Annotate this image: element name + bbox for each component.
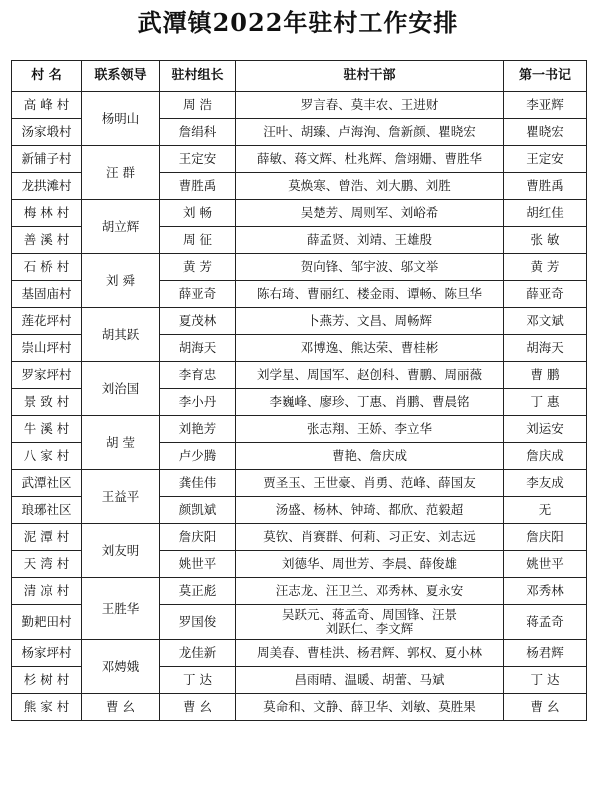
village-cell: 高 峰 村 bbox=[12, 92, 82, 119]
team-head-cell: 刘 畅 bbox=[160, 200, 236, 227]
secretary-cell: 李友成 bbox=[504, 470, 587, 497]
secretary-cell: 王定安 bbox=[504, 146, 587, 173]
cadres-cell: 莫命和、文静、薛卫华、刘敏、莫胜果 bbox=[236, 694, 504, 721]
village-cell: 梅 林 村 bbox=[12, 200, 82, 227]
cadres-cell: 莫钦、肖赛群、何莉、习正安、刘志远 bbox=[236, 524, 504, 551]
secretary-cell: 胡海天 bbox=[504, 335, 587, 362]
leader-cell: 汪 群 bbox=[82, 146, 160, 200]
village-cell: 罗家坪村 bbox=[12, 362, 82, 389]
cadres-cell: 卜燕芳、文昌、周畅辉 bbox=[236, 308, 504, 335]
leader-cell: 王益平 bbox=[82, 470, 160, 524]
cadres-cell: 汪志龙、汪卫兰、邓秀林、夏永安 bbox=[236, 578, 504, 605]
secretary-cell: 詹庆阳 bbox=[504, 524, 587, 551]
cadres-cell: 陈右琦、曹丽红、楼金雨、谭畅、陈旦华 bbox=[236, 281, 504, 308]
secretary-cell: 邓文斌 bbox=[504, 308, 587, 335]
leader-cell: 曹 幺 bbox=[82, 694, 160, 721]
village-cell: 琅琊社区 bbox=[12, 497, 82, 524]
cadres-cell: 张志翔、王娇、李立华 bbox=[236, 416, 504, 443]
cadres-cell: 昌雨晴、温暖、胡蕾、马斌 bbox=[236, 667, 504, 694]
header-row bbox=[12, 61, 587, 92]
team-head-cell: 薛亚奇 bbox=[160, 281, 236, 308]
secretary-cell: 李亚辉 bbox=[504, 92, 587, 119]
team-head-cell: 罗国俊 bbox=[160, 605, 236, 640]
cadres-cell: 汤盛、杨林、钟琦、都欣、范毅超 bbox=[236, 497, 504, 524]
secretary-cell: 姚世平 bbox=[504, 551, 587, 578]
cadres-cell: 贺向锋、邹宇波、邬文举 bbox=[236, 254, 504, 281]
team-head-cell: 夏茂林 bbox=[160, 308, 236, 335]
leader-cell: 邓娉娥 bbox=[82, 640, 160, 694]
assignment-table bbox=[11, 60, 587, 721]
table-row bbox=[12, 362, 587, 389]
cadres-cell: 刘德华、周世芳、李晨、薛俊雄 bbox=[236, 551, 504, 578]
village-cell: 杉 树 村 bbox=[12, 667, 82, 694]
team-head-cell: 姚世平 bbox=[160, 551, 236, 578]
secretary-cell: 丁 达 bbox=[504, 667, 587, 694]
cadres-cell: 邓博逸、熊达荣、曹桂彬 bbox=[236, 335, 504, 362]
secretary-cell: 曹 幺 bbox=[504, 694, 587, 721]
team-head-cell: 王定安 bbox=[160, 146, 236, 173]
team-head-cell: 曹 幺 bbox=[160, 694, 236, 721]
leader-cell: 刘友明 bbox=[82, 524, 160, 578]
secretary-cell: 蒋孟奇 bbox=[504, 605, 587, 640]
cadres-cell: 薛敏、蒋文辉、杜兆辉、詹翊姗、曹胜华 bbox=[236, 146, 504, 173]
village-cell: 清 凉 村 bbox=[12, 578, 82, 605]
village-cell: 石 桥 村 bbox=[12, 254, 82, 281]
table-row bbox=[12, 694, 587, 721]
table-row bbox=[12, 254, 587, 281]
team-head-cell: 龚佳伟 bbox=[160, 470, 236, 497]
header-cadres: 驻村干部 bbox=[236, 61, 504, 92]
team-head-cell: 李小丹 bbox=[160, 389, 236, 416]
header-team-head: 驻村组长 bbox=[160, 61, 236, 92]
secretary-cell: 邓秀林 bbox=[504, 578, 587, 605]
leader-cell: 刘 舜 bbox=[82, 254, 160, 308]
team-head-cell: 刘艳芳 bbox=[160, 416, 236, 443]
secretary-cell: 丁 惠 bbox=[504, 389, 587, 416]
table-body bbox=[12, 92, 587, 721]
leader-cell: 刘治国 bbox=[82, 362, 160, 416]
header-secretary: 第一书记 bbox=[504, 61, 587, 92]
leader-cell: 胡 莹 bbox=[82, 416, 160, 470]
table-row bbox=[12, 470, 587, 497]
secretary-cell: 曹胜禹 bbox=[504, 173, 587, 200]
team-head-cell: 詹庆阳 bbox=[160, 524, 236, 551]
village-cell: 泥 潭 村 bbox=[12, 524, 82, 551]
cadres-cell: 刘学星、周国军、赵创科、曹鹏、周丽薇 bbox=[236, 362, 504, 389]
header-village: 村 名 bbox=[12, 61, 82, 92]
secretary-cell: 杨君辉 bbox=[504, 640, 587, 667]
secretary-cell: 刘运安 bbox=[504, 416, 587, 443]
team-head-cell: 莫正彪 bbox=[160, 578, 236, 605]
secretary-cell: 黄 芳 bbox=[504, 254, 587, 281]
team-head-cell: 曹胜禹 bbox=[160, 173, 236, 200]
cadres-cell: 罗言春、莫丰农、王进财 bbox=[236, 92, 504, 119]
cadres-cell: 曹艳、詹庆成 bbox=[236, 443, 504, 470]
village-cell: 汤家塅村 bbox=[12, 119, 82, 146]
table-row bbox=[12, 200, 587, 227]
cadres-cell: 莫焕寒、曾浩、刘大鹏、刘胜 bbox=[236, 173, 504, 200]
village-cell: 天 湾 村 bbox=[12, 551, 82, 578]
secretary-cell: 瞿晓宏 bbox=[504, 119, 587, 146]
village-cell: 善 溪 村 bbox=[12, 227, 82, 254]
village-cell: 龙拱滩村 bbox=[12, 173, 82, 200]
header-leader: 联系领导 bbox=[82, 61, 160, 92]
table-row bbox=[12, 524, 587, 551]
village-cell: 新铺子村 bbox=[12, 146, 82, 173]
village-cell: 牛 溪 村 bbox=[12, 416, 82, 443]
secretary-cell: 胡红佳 bbox=[504, 200, 587, 227]
team-head-cell: 詹绢科 bbox=[160, 119, 236, 146]
table-row bbox=[12, 92, 587, 119]
secretary-cell: 詹庆成 bbox=[504, 443, 587, 470]
document-title: 武潭镇2022年驻村工作安排 bbox=[137, 8, 459, 37]
table-row bbox=[12, 578, 587, 605]
secretary-cell: 无 bbox=[504, 497, 587, 524]
team-head-cell: 颜凯斌 bbox=[160, 497, 236, 524]
table-row bbox=[12, 640, 587, 667]
village-cell: 熊 家 村 bbox=[12, 694, 82, 721]
village-cell: 勤耙田村 bbox=[12, 605, 82, 640]
team-head-cell: 卢少腾 bbox=[160, 443, 236, 470]
secretary-cell: 张 敏 bbox=[504, 227, 587, 254]
village-cell: 莲花坪村 bbox=[12, 308, 82, 335]
cadres-cell: 周美春、曹桂洪、杨君辉、郭权、夏小林 bbox=[236, 640, 504, 667]
leader-cell: 王胜华 bbox=[82, 578, 160, 640]
village-cell: 杨家坪村 bbox=[12, 640, 82, 667]
cadres-cell: 贾圣玉、王世豪、肖勇、范峰、薛国友 bbox=[236, 470, 504, 497]
team-head-cell: 龙佳新 bbox=[160, 640, 236, 667]
table-row bbox=[12, 308, 587, 335]
table-row bbox=[12, 416, 587, 443]
table-row bbox=[12, 146, 587, 173]
team-head-cell: 丁 达 bbox=[160, 667, 236, 694]
village-cell: 八 家 村 bbox=[12, 443, 82, 470]
village-cell: 基固庙村 bbox=[12, 281, 82, 308]
leader-cell: 杨明山 bbox=[82, 92, 160, 146]
team-head-cell: 胡海天 bbox=[160, 335, 236, 362]
team-head-cell: 黄 芳 bbox=[160, 254, 236, 281]
cadres-cell: 吴楚芳、周则军、刘峪希 bbox=[236, 200, 504, 227]
secretary-cell: 曹 鹏 bbox=[504, 362, 587, 389]
secretary-cell: 薛亚奇 bbox=[504, 281, 587, 308]
cadres-cell: 薛孟贤、刘靖、王雄殷 bbox=[236, 227, 504, 254]
team-head-cell: 周 浩 bbox=[160, 92, 236, 119]
team-head-cell: 周 征 bbox=[160, 227, 236, 254]
cadres-cell: 汪叶、胡臻、卢海洵、詹新颜、瞿晓宏 bbox=[236, 119, 504, 146]
leader-cell: 胡其跃 bbox=[82, 308, 160, 362]
team-head-cell: 李育忠 bbox=[160, 362, 236, 389]
cadres-cell: 吴跃元、蒋孟奇、周国锋、汪景 刘跃仁、李文辉 bbox=[236, 605, 504, 640]
village-cell: 崇山坪村 bbox=[12, 335, 82, 362]
leader-cell: 胡立辉 bbox=[82, 200, 160, 254]
village-cell: 武潭社区 bbox=[12, 470, 82, 497]
cadres-cell: 李巍峰、廖珍、丁惠、肖鹏、曹晨铭 bbox=[236, 389, 504, 416]
village-cell: 景 致 村 bbox=[12, 389, 82, 416]
